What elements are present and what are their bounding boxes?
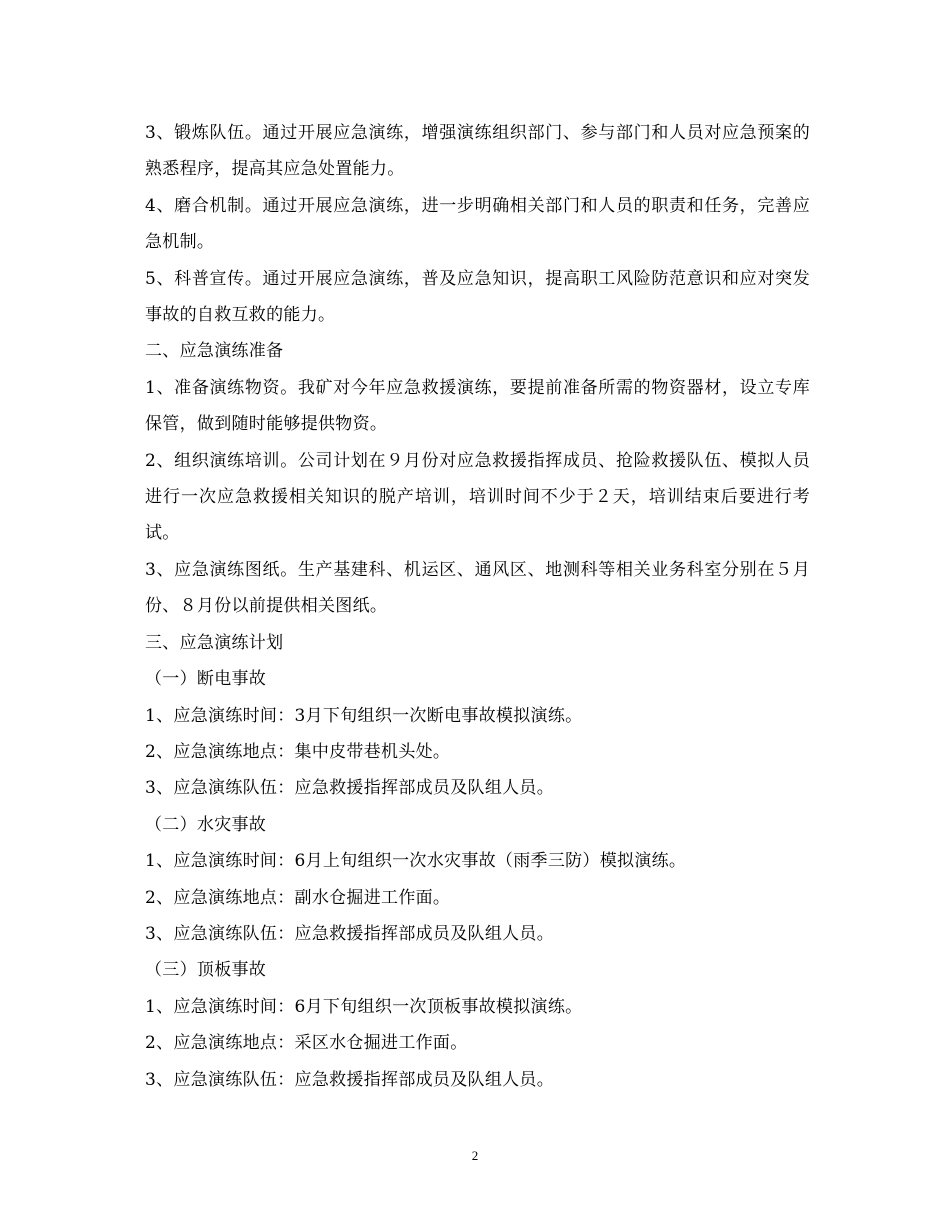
subheading-roof: （三）顶板事故 bbox=[145, 960, 267, 981]
paragraph-power-location: 2、应急演练地点：集中皮带巷机头处。 bbox=[145, 741, 451, 762]
paragraph-prep-3: 3、应急演练图纸。生产基建科、机运区、通风区、地测科等相关业务科室分别在５月份、８月份以前提供相关图纸。 bbox=[145, 559, 810, 617]
section-heading-preparation: 二、应急演练准备 bbox=[145, 341, 284, 362]
paragraph-roof-time: 1、应急演练时间：6月下旬组织一次顶板事故模拟演练。 bbox=[145, 996, 583, 1017]
document-body bbox=[145, 115, 810, 1098]
paragraph-flood-time: 1、应急演练时间：6月上旬组织一次水灾事故（雨季三防）模拟演练。 bbox=[145, 851, 687, 872]
paragraph-flood-team: 3、应急演练队伍：应急救援指挥部成员及队组人员。 bbox=[145, 923, 555, 944]
subheading-flood: （二）水灾事故 bbox=[145, 814, 267, 835]
paragraph-roof-location: 2、应急演练地点：采区水仓掘进工作面。 bbox=[145, 1033, 468, 1054]
paragraph-objective-5: 5、科普宣传。通过开展应急演练，普及应急知识，提高职工风险防范意识和应对突发事故的自救互救的能力。 bbox=[145, 268, 810, 326]
paragraph-power-time: 1、应急演练时间：3月下旬组织一次断电事故模拟演练。 bbox=[145, 705, 583, 726]
paragraph-roof-team: 3、应急演练队伍：应急救援指挥部成员及队组人员。 bbox=[145, 1069, 555, 1090]
section-heading-plan: 三、应急演练计划 bbox=[145, 632, 284, 653]
subheading-power-outage: （一）断电事故 bbox=[145, 669, 267, 690]
paragraph-objective-4: 4、磨合机制。通过开展应急演练，进一步明确相关部门和人员的职责和任务，完善应急机制。 bbox=[145, 195, 810, 253]
paragraph-flood-location: 2、应急演练地点：副水仓掘进工作面。 bbox=[145, 887, 451, 908]
paragraph-objective-3: 3、锻炼队伍。通过开展应急演练，增强演练组织部门、参与部门和人员对应急预案的熟悉程序，提高其应急处置能力。 bbox=[145, 123, 810, 180]
paragraph-prep-2: 2、组织演练培训。公司计划在９月份对应急救援指挥成员、抢险救援队伍、模拟人员进行一次应急救援相关知识的脱产培训，培训时间不少于２天，培训结束后要进行考试。 bbox=[145, 450, 810, 544]
paragraph-prep-1: 1、准备演练物资。我矿对今年应急救援演练，要提前准备所需的物资器材，设立专库保管，做到随时能够提供物资。 bbox=[145, 377, 810, 435]
page-number: 2 bbox=[471, 1148, 479, 1163]
paragraph-power-team: 3、应急演练队伍：应急救援指挥部成员及队组人员。 bbox=[145, 778, 555, 799]
